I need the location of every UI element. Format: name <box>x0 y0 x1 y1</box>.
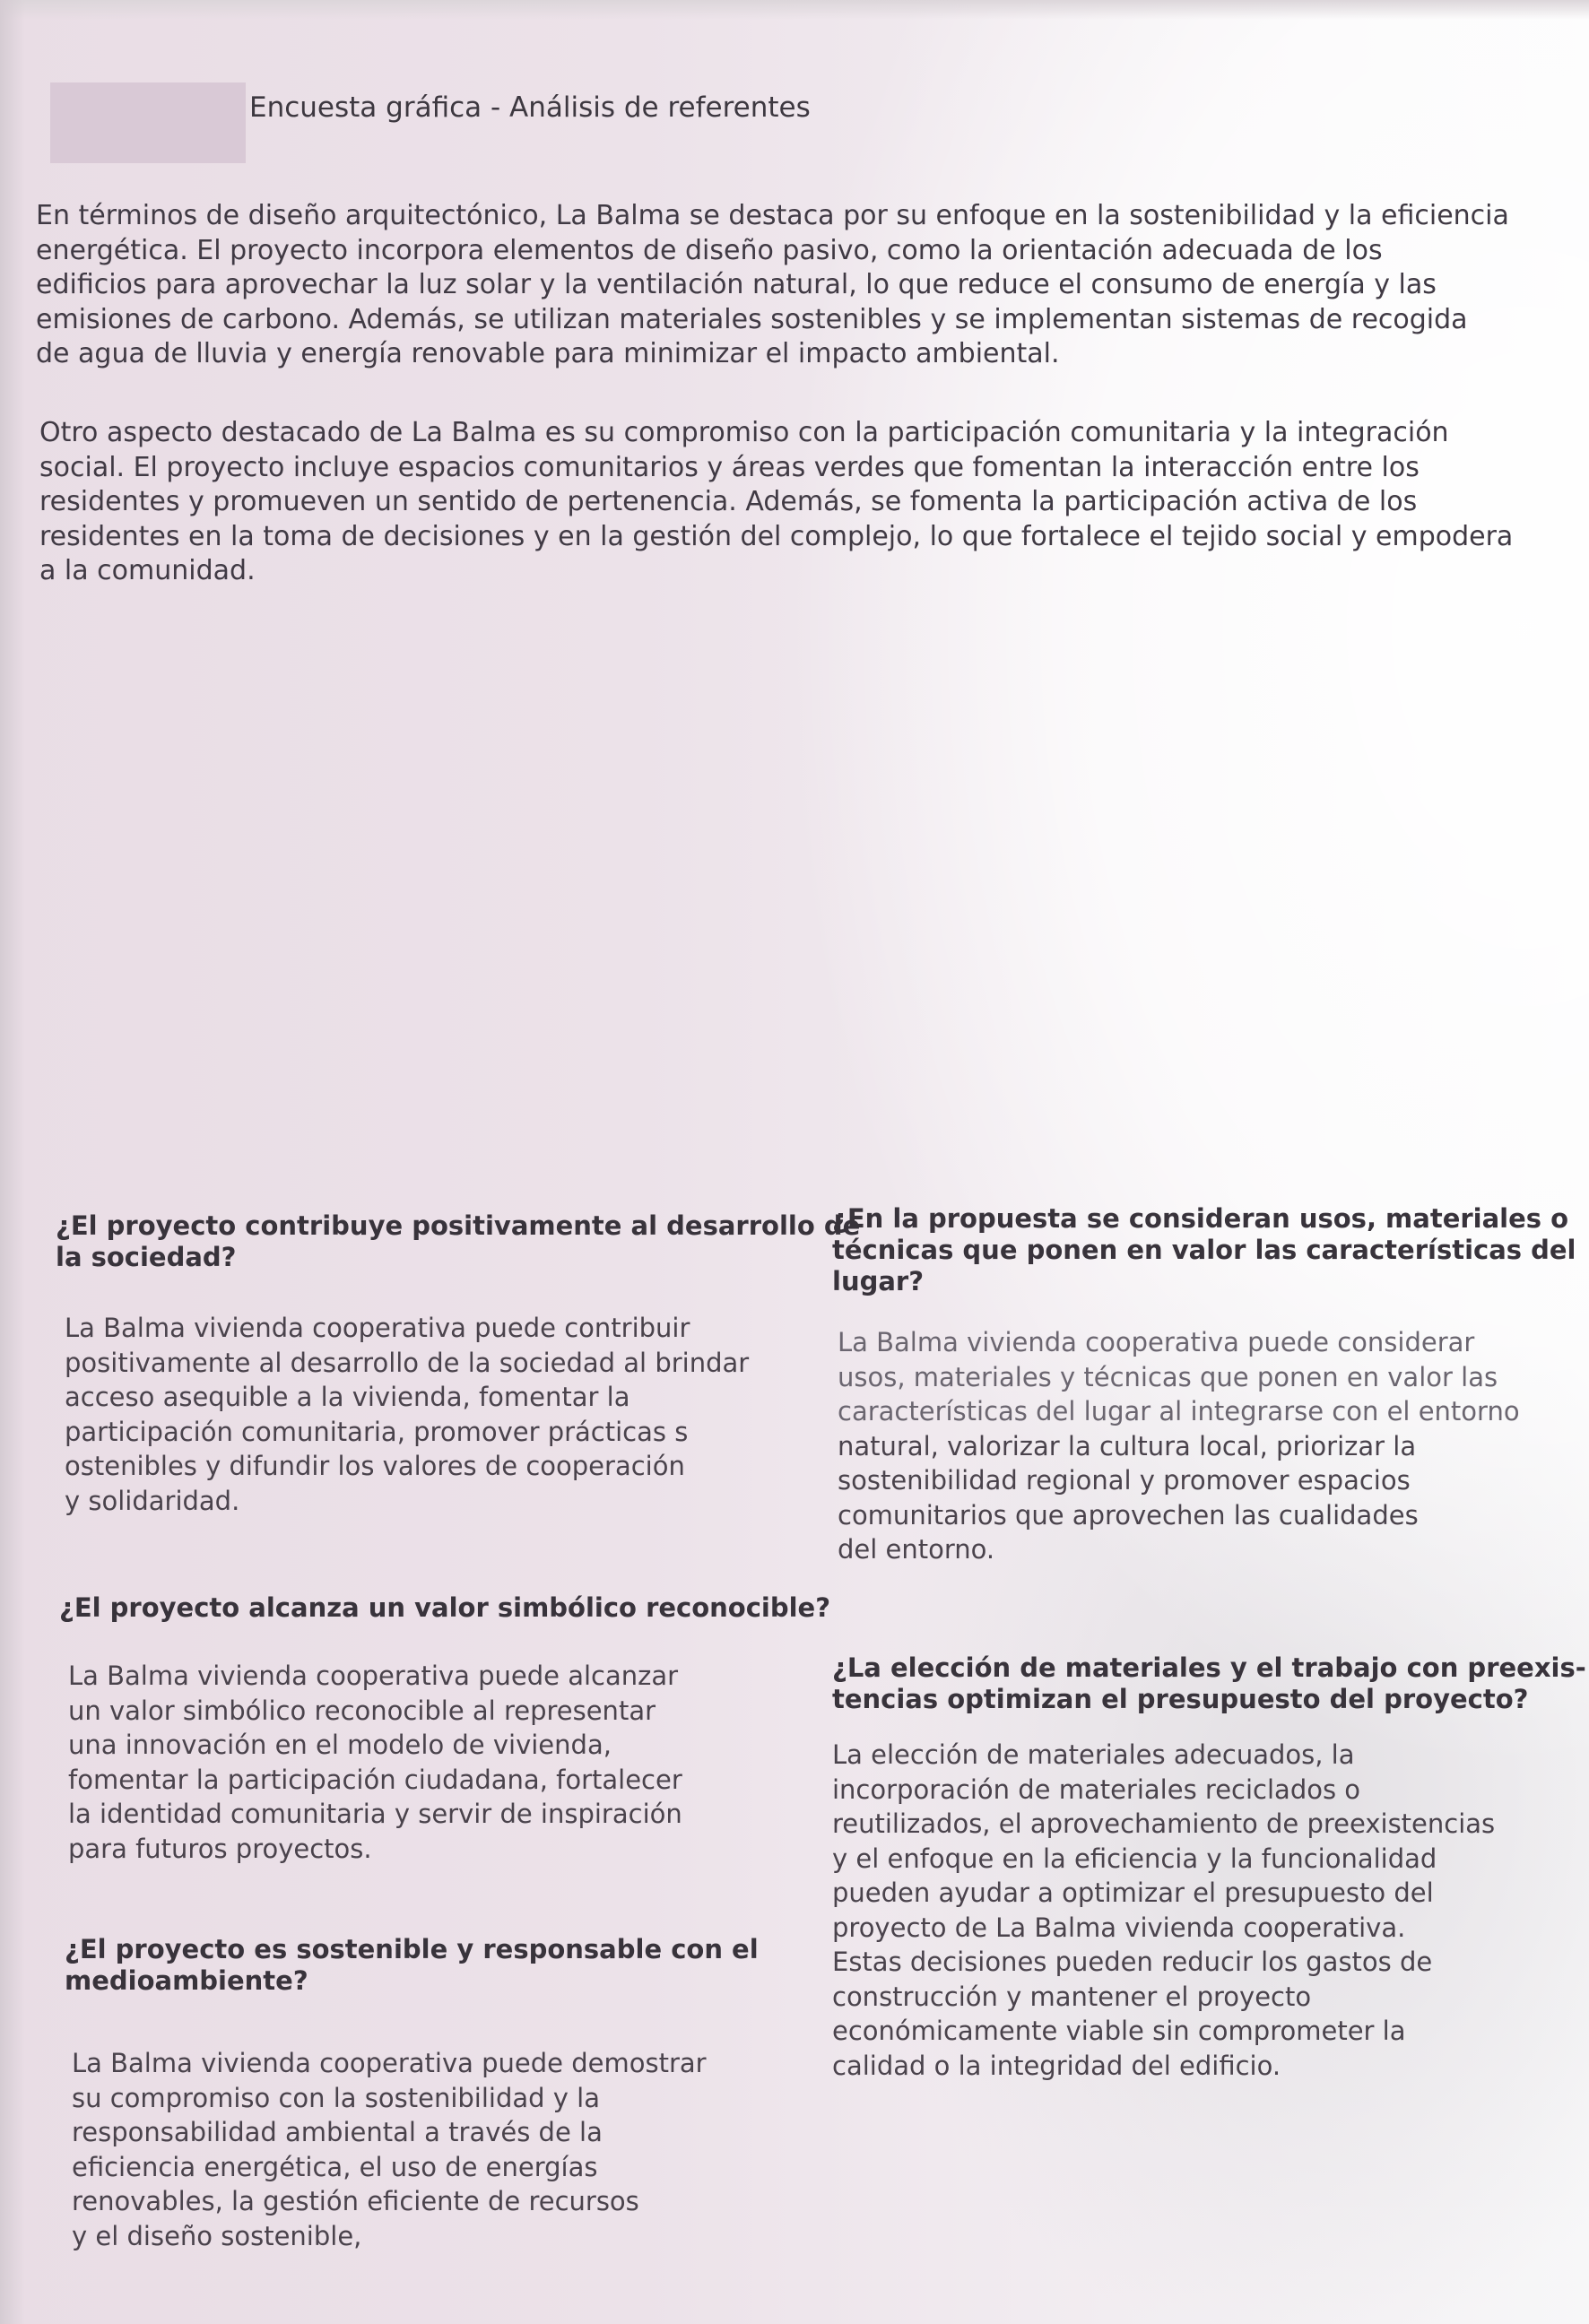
text-line: edificios para aprovechar la luz solar y la ventilación natural, lo que reduce el consumo de energía y las <box>36 269 1437 300</box>
text-line: y el diseño sostenible, <box>72 2220 362 2251</box>
text-line: energética. El proyecto incorpora elementos de diseño pasivo, como la orientación adecuada de los <box>36 234 1383 266</box>
title-line: ¿El proyecto es sostenible y responsable con el <box>65 1934 759 1964</box>
text-line: proyecto de La Balma vivienda cooperativa. <box>832 1912 1406 1943</box>
title-line: tencias optimizan el presupuesto del proyecto? <box>832 1684 1529 1714</box>
text-line: calidad o la integridad del edificio. <box>832 2050 1281 2081</box>
text-line: natural, valorizar la cultura local, priorizar la <box>838 1430 1417 1461</box>
intro-paragraph-2 <box>39 416 1513 589</box>
text-line: ostenibles y difundir los valores de cooperación <box>65 1451 685 1481</box>
question-1-title <box>56 1210 860 1273</box>
question-3-title <box>59 1592 830 1624</box>
text-line: positivamente al desarrollo de la sociedad al brindar <box>65 1347 750 1378</box>
text-line: del entorno. <box>838 1534 995 1565</box>
intro-paragraph-1 <box>36 199 1509 372</box>
text-line: comunitarios que aprovechen las cualidades <box>838 1499 1419 1531</box>
text-line: a la comunidad. <box>39 555 256 586</box>
text-line: económicamente viable sin comprometer la <box>832 2016 1406 2046</box>
text-line: usos, materiales y técnicas que ponen en valor las <box>838 1361 1498 1392</box>
title-line: ¿El proyecto contribuye positivamente al desarrollo de <box>56 1210 861 1241</box>
text-line: una innovación en el modelo de vivienda, <box>68 1730 612 1760</box>
text-line: incorporación de materiales reciclados o <box>832 1773 1361 1805</box>
text-line: la identidad comunitaria y servir de inspiración <box>68 1799 682 1829</box>
text-line: eficiencia energética, el uso de energías <box>72 2151 598 2182</box>
title-line: lugar? <box>832 1266 925 1296</box>
text-line: responsabilidad ambiental a través de la <box>72 2117 603 2147</box>
text-line: y solidaridad. <box>65 1485 240 1516</box>
title-line: ¿En la propuesta se consideran usos, materiales o <box>832 1203 1569 1234</box>
question-5-answer <box>72 2046 707 2253</box>
text-line: reutilizados, el aprovechamiento de preexistencias <box>832 1808 1496 1839</box>
text-line: y el enfoque en la eficiencia y la funcionalidad <box>832 1843 1437 1874</box>
text-line: social. El proyecto incluye espacios comunitarios y áreas verdes que fomentan la interacción entre los <box>39 451 1420 483</box>
question-2-answer <box>838 1325 1520 1567</box>
text-line: un valor simbólico reconocible al representar <box>68 1695 656 1726</box>
question-1-answer <box>65 1311 749 1518</box>
text-line: La elección de materiales adecuados, la <box>832 1739 1355 1770</box>
text-line: emisiones de carbono. Además, se utilizan materiales sostenibles y se implementan sistemas de recogida <box>36 303 1468 335</box>
text-line: construcción y mantener el proyecto <box>832 1981 1312 2012</box>
question-4-title <box>832 1652 1586 1715</box>
text-line: pueden ayudar a optimizar el presupuesto del <box>832 1877 1434 1908</box>
question-2-title <box>832 1203 1576 1297</box>
logo-placeholder <box>50 82 246 163</box>
text-line: acceso asequible a la vivienda, fomentar la <box>65 1382 630 1412</box>
text-line: La Balma vivienda cooperativa puede considerar <box>838 1327 1475 1357</box>
question-3-answer <box>68 1659 682 1866</box>
title-line: ¿La elección de materiales y el trabajo con preexis- <box>832 1652 1586 1683</box>
text-line: renovables, la gestión eficiente de recursos <box>72 2186 639 2216</box>
text-line: para futuros proyectos. <box>68 1833 372 1864</box>
question-4-answer <box>832 1738 1495 2083</box>
text-line: En términos de diseño arquitectónico, La Balma se destaca por su enfoque en la sostenibilidad y la eficiencia <box>36 200 1509 231</box>
text-line: sostenibilidad regional y promover espacios <box>838 1465 1411 1496</box>
text-line: características del lugar al integrarse con el entorno <box>838 1396 1520 1426</box>
title-line: técnicas que ponen en valor las características del <box>832 1235 1576 1265</box>
text-line: residentes en la toma de decisiones y en la gestión del complejo, lo que fortalece el tejido social y empodera <box>39 520 1514 552</box>
page-left-edge <box>0 0 25 2324</box>
text-line: participación comunitaria, promover prácticas s <box>65 1416 689 1447</box>
text-line: fomentar la participación ciudadana, fortalecer <box>68 1764 682 1795</box>
text-line: su compromiso con la sostenibilidad y la <box>72 2082 600 2113</box>
title-line: la sociedad? <box>56 1242 237 1272</box>
title-line: ¿El proyecto alcanza un valor simbólico reconocible? <box>59 1592 831 1623</box>
text-line: Otro aspecto destacado de La Balma es su compromiso con la participación comunitaria y la integración <box>39 417 1449 448</box>
text-line: La Balma vivienda cooperativa puede demostrar <box>72 2048 707 2078</box>
text-line: La Balma vivienda cooperativa puede contribuir <box>65 1313 690 1343</box>
page-title: Encuesta gráfica - Análisis de referentes <box>249 91 811 124</box>
question-5-title <box>65 1934 759 1997</box>
text-line: La Balma vivienda cooperativa puede alcanzar <box>68 1661 679 1691</box>
text-line: residentes y promueven un sentido de pertenencia. Además, se fomenta la participación activa de los <box>39 486 1418 517</box>
page-top-edge <box>0 0 1589 20</box>
title-line: medioambiente? <box>65 1965 308 1996</box>
text-line: Estas decisiones pueden reducir los gastos de <box>832 1947 1433 1977</box>
text-line: de agua de lluvia y energía renovable para minimizar el impacto ambiental. <box>36 338 1060 369</box>
